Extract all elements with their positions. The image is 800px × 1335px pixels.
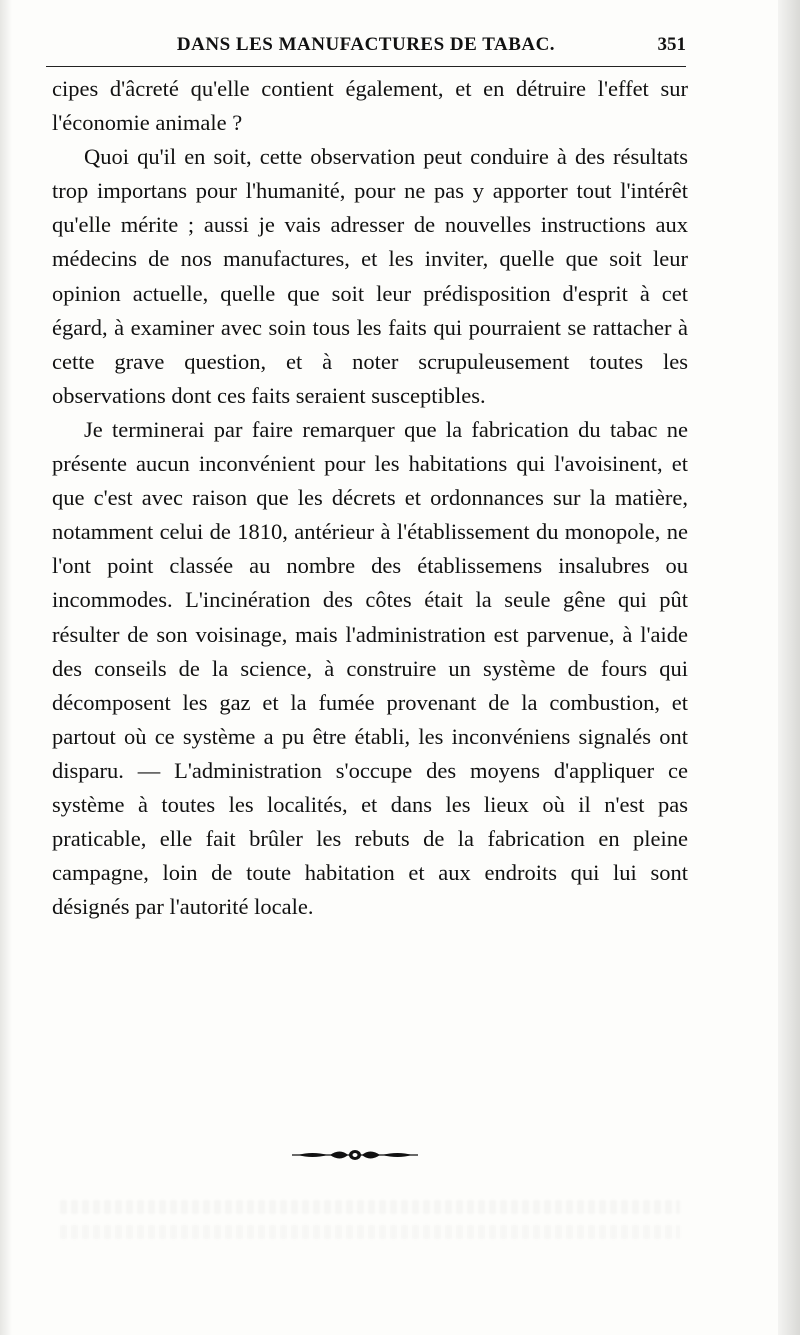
paragraph: Je terminerai par faire remarquer que la fabrication du tabac ne présente aucun inconvénient pour les habitations qui l'avoisinent, et que c'est avec raison que les décrets et ordonnances sur la matière, notamment celui de 1810, antérieur à l'établissement du monopole, ne l'ont point classée au nombre des établissemens insalubres ou incommodes. L'incinération des côtes était la seule gêne qui pût résulter de son voisinage, mais l'administration est parvenue, à l'aide des conseils de la science, à construire un système de fours qui décomposent les gaz et la fumée provenant de la combustion, et partout où ce système a pu être établi, les inconvéniens signalés ont disparu. — L'administration s'occupe des moyens d'appliquer ce système à toutes les localités, et dans les lieux où il n'est pas praticable, elle fait brûler les rebuts de la fabrication en pleine campagne, loin de toute habitation et aux endroits qui lui sont désignés par l'autorité locale. xyxy=(52,416,688,920)
paragraph-continuation: cipes d'âcreté qu'elle contient également, et en détruire l'effet sur l'économie animale ? xyxy=(52,76,688,136)
page-number: 351 xyxy=(657,34,686,55)
tailpiece-ornament-icon xyxy=(290,1140,420,1170)
running-title: DANS LES MANUFACTURES DE TABAC. xyxy=(176,34,556,55)
body-text xyxy=(52,72,688,924)
bleed-through-shadow xyxy=(60,1225,680,1239)
page-right-edge xyxy=(778,0,800,1335)
running-head xyxy=(46,30,686,67)
bleed-through-shadow xyxy=(60,1200,680,1214)
page-left-edge xyxy=(0,0,12,1335)
paragraph: Quoi qu'il en soit, cette observation peut conduire à des résultats trop importans pour l'humanité, pour ne pas y apporter tout l'intérêt qu'elle mérite ; aussi je vais adresser de nouvelles instructions aux médecins de nos manufactures, et les inviter, quelle que soit leur opinion actuelle, quelle que soit leur prédisposition d'esprit à cet égard, à examiner avec soin tous les faits qui pourraient se rattacher à cette grave question, et à noter scrupuleusement toutes les observations dont ces faits seraient susceptibles. xyxy=(52,144,688,408)
